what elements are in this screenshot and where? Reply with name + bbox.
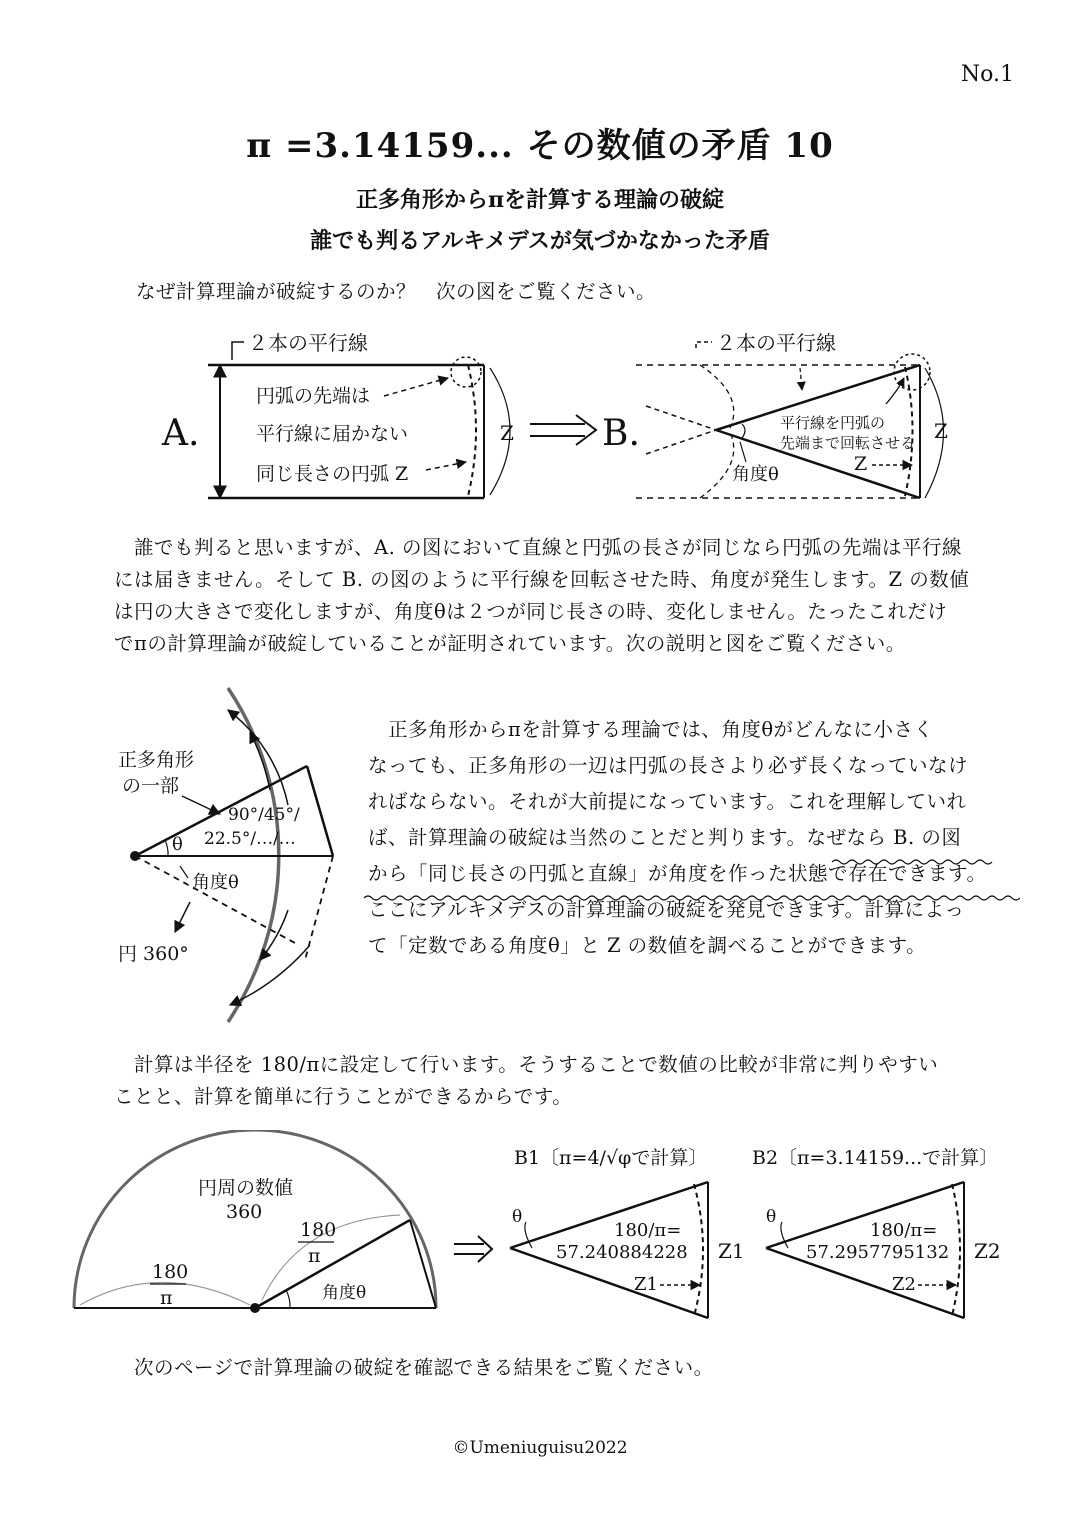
para1-line-2: には届きません。そして B. の図のように平行線を回転させた時、角度が発生します。Z の数値 [114, 568, 970, 591]
paragraph-3 [114, 1049, 1014, 1113]
para1-line-3: は円の大きさで変化しますが、角度θは２つが同じ長さの時、変化しません。たったこれだけ [114, 600, 948, 623]
para2-line-6: ここにアルキメデスの計算理論の破綻を発見できます。計算によっ [368, 898, 965, 921]
fig2-polygon-1: 正多角形 [118, 749, 195, 771]
page-title: π =3.14159... その数値の矛盾 10 [246, 126, 834, 166]
fig2-circle: 円 360° [118, 943, 189, 965]
fig3-b2-theta: θ [766, 1207, 777, 1227]
closing-text: 次のページで計算理論の破綻を確認できる結果をご覧ください。 [134, 1356, 714, 1379]
fig3-b1-title: B1〔π=4/√φで計算〕 [514, 1147, 708, 1169]
page-number: No.1 [960, 62, 1014, 87]
para2-line-1: 正多角形からπを計算する理論では、角度θがどんなに小さく [388, 718, 934, 741]
fig-b-z: Z [934, 419, 948, 443]
fig3-b1-theta: θ [512, 1207, 523, 1227]
paragraph-1 [114, 532, 1014, 660]
fig3-b1-zin: Z1 [634, 1274, 658, 1295]
fig-b-z-inner: Z [854, 453, 868, 475]
fig3-b2-zin: Z2 [892, 1274, 916, 1295]
fig-a-text-2: 平行線に届かない [256, 423, 409, 445]
para3-line-2: ことと、計算を簡単に行うことができるからです。 [114, 1085, 573, 1108]
fig3-b2-val: 57.2957795132 [806, 1242, 950, 1263]
para2-line-5: から「同じ長さの円弧と直線」が角度を作った状態で存在できます。 [368, 862, 987, 885]
fig-b-angle: 角度θ [732, 464, 779, 485]
fig2-angle: 角度θ [192, 872, 239, 893]
fig-a-z: Z [500, 421, 514, 445]
figure-semicircle [0, 1130, 1080, 1330]
fig2-angles-1: 90°/45°/ [228, 805, 300, 825]
fig3-frac2-den: π [308, 1245, 321, 1267]
para2-line-3: ればならない。それが大前提になっています。これを理解していれ [368, 790, 967, 813]
fig-a-text-3: 同じ長さの円弧 Z [256, 463, 409, 485]
fig3-frac-den: π [160, 1287, 173, 1309]
footer-copyright: ©Umeniuguisu2022 [452, 1438, 628, 1458]
para1-line-1: 誰でも判ると思いますが、A. の図において直線と円弧の長さが同じなら円弧の先端は平行線 [134, 536, 962, 559]
wavy-underline [360, 852, 1020, 912]
intro-text: なぜ計算理論が破綻するのか？ 次の図をご覧ください。 [136, 280, 657, 303]
fig3-circumference-2: 360 [226, 1201, 263, 1223]
fig2-polygon-2: の一部 [122, 775, 180, 797]
para2-line-2: なっても、正多角形の一辺は円弧の長さより必ず長くなっていなけ [368, 754, 969, 777]
fig-b-parallel-label: ２本の平行線 [716, 331, 836, 355]
paragraph-2 [368, 712, 1018, 964]
fig3-frac-num: 180 [152, 1261, 189, 1283]
subtitle-1: 正多角形からπを計算する理論の破綻 [355, 187, 725, 213]
fig-a-label: A. [162, 413, 200, 454]
fig-b-rotate-2: 先端まで回転させる [780, 434, 916, 452]
para3-line-1: 計算は半径を 180/πに設定して行います。そうすることで数値の比較が非常に判りやすい [134, 1053, 939, 1076]
fig3-angle: 角度θ [322, 1283, 367, 1303]
para2-line-4: ば、計算理論の破綻は当然のことだと判ります。なぜなら B. の図 [368, 826, 962, 849]
para1-line-4: でπの計算理論が破綻していることが証明されています。次の説明と図をご覧ください。 [114, 632, 906, 655]
fig2-theta: θ [172, 834, 183, 855]
fig-b-label: B. [602, 413, 640, 454]
fig2-angles-2: 22.5°/…/… [204, 829, 296, 849]
subtitle-2: 誰でも判るアルキメデスが気づかなかった矛盾 [310, 228, 770, 254]
fig3-b2-z: Z2 [974, 1239, 1001, 1263]
fig3-b1-val: 57.240884228 [556, 1242, 688, 1263]
fig3-b2-r: 180/π= [870, 1220, 938, 1241]
fig3-b1-r: 180/π= [614, 1220, 682, 1241]
fig3-circumference-1: 円周の数値 [198, 1177, 294, 1199]
fig3-b1-z: Z1 [718, 1239, 745, 1263]
figure-parallel-lines [0, 320, 1080, 520]
figure-polygon [100, 680, 360, 1030]
fig3-frac2-num: 180 [300, 1219, 337, 1241]
fig-a-text-1: 円弧の先端は [256, 385, 371, 407]
fig-a-parallel-label: ２本の平行線 [248, 331, 368, 355]
fig-b-rotate-1: 平行線を円弧の [780, 414, 886, 432]
para2-line-7: て「定数である角度θ」と Z の数値を調べることができます。 [368, 934, 927, 957]
fig3-b2-title: B2〔π=3.14159...で計算〕 [752, 1147, 999, 1169]
